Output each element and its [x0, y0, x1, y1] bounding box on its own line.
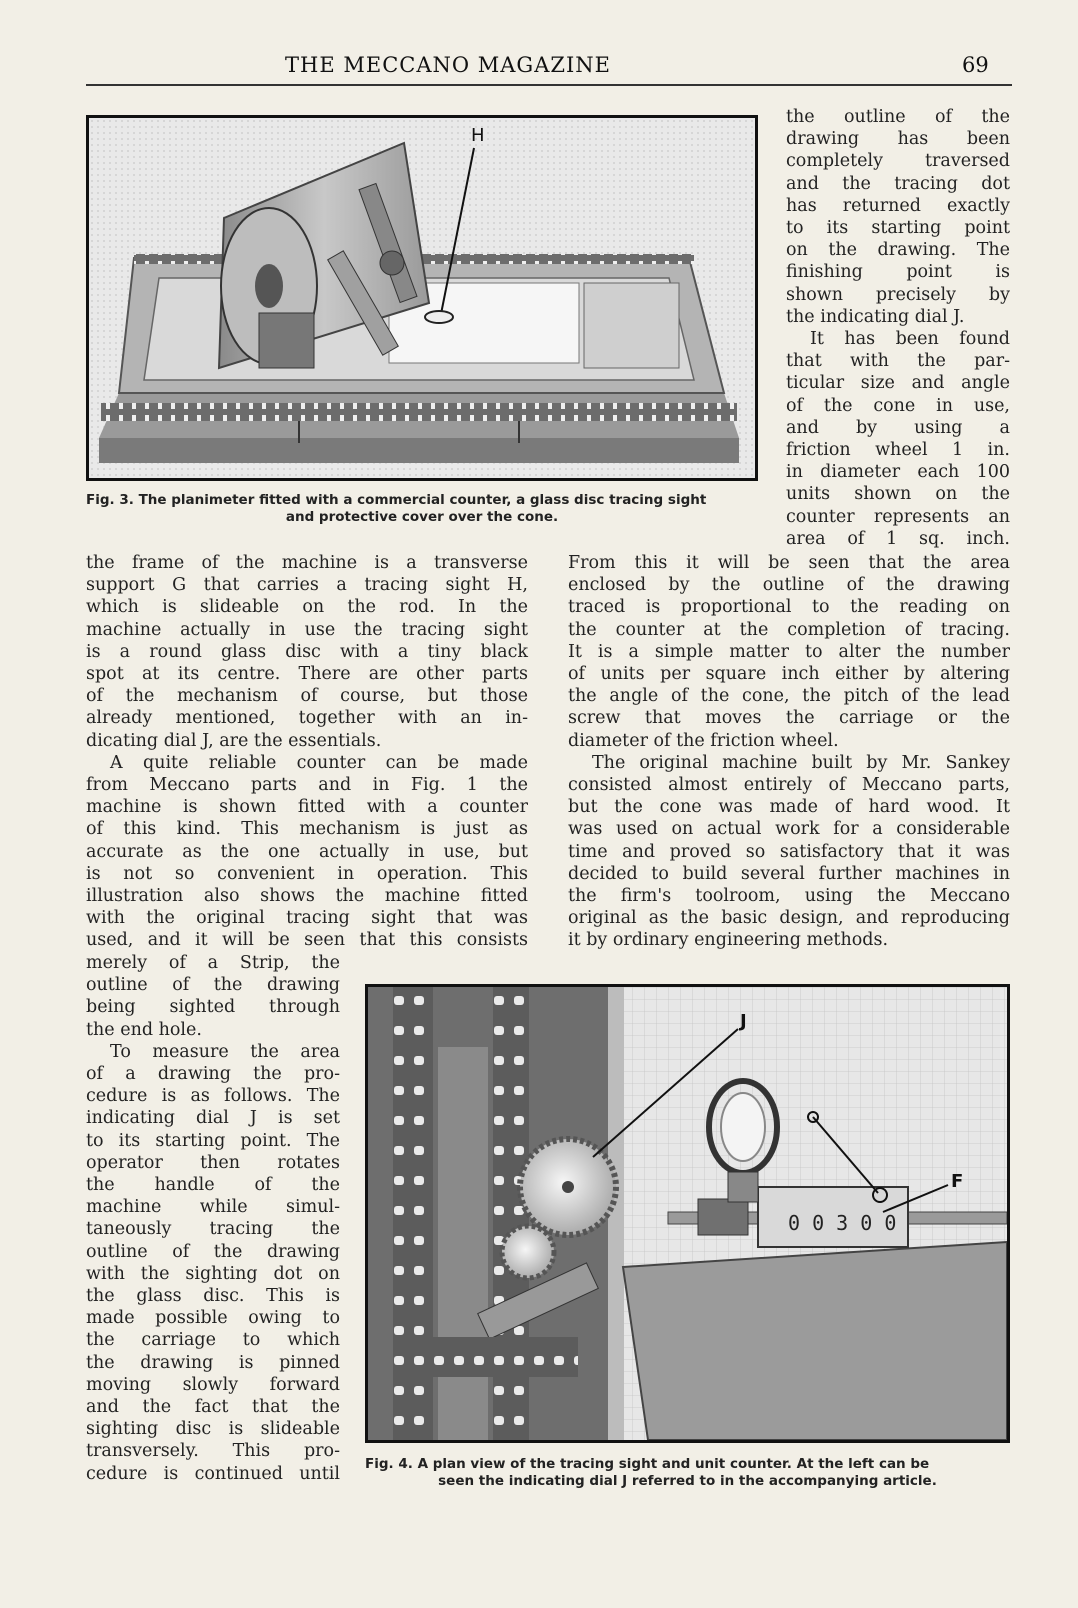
text-line: which is slideable on the rod. In the [86, 597, 528, 618]
figure-3-label-h: H [471, 125, 485, 146]
text-line: merely of a Strip, the [86, 953, 340, 973]
text-line: that with the par- [786, 351, 1010, 372]
text-line: of this kind. This mechanism is just as [86, 819, 528, 840]
page-number: 69 [962, 53, 989, 77]
text-line: the end hole. [86, 1019, 202, 1040]
text-line: already mentioned, together with an in- [86, 708, 528, 729]
text-line: the frame of the machine is a transverse [86, 553, 528, 573]
text-line: cedure is as follows. The [86, 1086, 340, 1107]
text-line: is not so convenient in operation. This [86, 863, 528, 884]
text-line: moving slowly forward [86, 1374, 340, 1395]
text-line: being sighted through [86, 997, 340, 1018]
text-line: drawing has been [786, 129, 1010, 150]
right-top-column [786, 106, 1010, 550]
counter-digits: 0 0 3 0 0 [788, 1211, 897, 1235]
text-line: transversely. This pro- [86, 1441, 340, 1462]
figure-3-caption-line-2: and protective cover over the cone. [285, 509, 559, 525]
text-line: dicating dial J, are the essentials. [86, 730, 382, 751]
text-line: made possible owing to [86, 1308, 340, 1329]
text-line: was used on actual work for a considerable [568, 819, 1010, 840]
text-line: but the cone was made of hard wood. It [568, 797, 1010, 818]
text-line: diameter of the friction wheel. [568, 730, 839, 751]
text-line: enclosed by the outline of the drawing [568, 575, 1010, 596]
text-line: The original machine built by Mr. Sankey [592, 752, 1010, 773]
text-line: outline of the drawing [86, 975, 340, 996]
text-line: consisted almost entirely of Meccano parts, [568, 775, 1010, 796]
text-line: the carriage to which [86, 1330, 340, 1351]
text-line: machine actually in use the tracing sight [86, 619, 528, 640]
text-line: in diameter each 100 [786, 462, 1010, 483]
text-line: of a drawing the pro- [86, 1064, 340, 1085]
text-line: traced is proportional to the reading on [568, 597, 1010, 618]
text-line: finishing point is [786, 262, 1010, 283]
figure-4-caption-line-1: Fig. 4. A plan view of the tracing sight and unit counter. At the left can be [365, 1456, 930, 1472]
text-line: It has been found [810, 329, 1010, 350]
text-line: outline of the drawing [86, 1241, 340, 1262]
figure-3-photo [86, 115, 758, 481]
text-line: machine while simul- [86, 1197, 340, 1218]
text-line: is a round glass disc with a tiny black [86, 641, 528, 662]
figure-4-caption-line-2: seen the indicating dial J referred to in the accompanying article. [438, 1473, 937, 1489]
text-line: screw that moves the carriage or the [568, 708, 1010, 729]
text-line: to its starting point. The [86, 1130, 340, 1151]
text-line: it by ordinary engineering methods. [568, 930, 889, 951]
text-line: area of 1 sq. inch. [786, 528, 1010, 549]
magazine-title: THE MECCANO MAGAZINE [285, 53, 611, 77]
text-line: To measure the area [110, 1041, 340, 1062]
left-main-column [86, 552, 528, 952]
text-line: ticular size and angle [786, 373, 1010, 394]
text-line: with the sighting dot on [86, 1263, 340, 1284]
text-line: accurate as the one actually in use, but [86, 841, 528, 862]
text-line: operator then rotates [86, 1152, 340, 1173]
figure-3-caption-line-1: Fig. 3. The planimeter fitted with a commercial counter, a glass disc tracing sight [86, 492, 707, 508]
text-line: and the fact that the [86, 1397, 340, 1418]
text-line: the glass disc. This is [86, 1286, 340, 1307]
text-line: counter represents an [786, 506, 1010, 527]
text-line: units shown on the [786, 484, 1010, 505]
text-line: taneously tracing the [86, 1219, 340, 1240]
text-line: illustration also shows the machine fitted [86, 886, 528, 907]
text-line: shown precisely by [786, 284, 1010, 305]
text-line: of the mechanism of course, but those [86, 686, 528, 707]
text-line: of units per square inch either by altering [568, 664, 1010, 685]
text-line: the drawing is pinned [86, 1352, 340, 1373]
text-line: on the drawing. The [786, 240, 1010, 261]
header-rule [86, 84, 1012, 86]
text-line: to its starting point [786, 218, 1010, 239]
text-line: the counter at the completion of tracing. [568, 619, 1010, 640]
figure-4-caption [365, 1456, 1010, 1490]
figure-4-label-j: J [740, 1011, 747, 1032]
text-line: has returned exactly [786, 195, 1010, 216]
tracing-sight-illustration [368, 987, 1007, 1440]
text-line: of the cone in use, [786, 395, 1010, 416]
text-line: From this it will be seen that the area [568, 553, 1010, 573]
text-line: and the tracing dot [786, 173, 1010, 194]
text-line: decided to build several further machines in [568, 863, 1010, 884]
text-line: the handle of the [86, 1175, 340, 1196]
figure-4-label-f: F [951, 1171, 964, 1192]
text-line: the firm's toolroom, using the Meccano [568, 886, 1010, 907]
left-narrow-column [86, 952, 340, 1485]
text-line: time and proved so satisfactory that it was [568, 841, 1010, 862]
text-line: cedure is continued until [86, 1463, 340, 1484]
text-line: friction wheel 1 in. [786, 440, 1010, 461]
text-line: sighting disc is slideable [86, 1419, 340, 1440]
text-line: and by using a [786, 417, 1010, 438]
planimeter-illustration [89, 118, 755, 478]
text-line: the indicating dial J. [786, 306, 965, 327]
text-line: used, and it will be seen that this consists [86, 930, 528, 951]
text-line: completely traversed [786, 151, 1010, 172]
text-line: the angle of the cone, the pitch of the lead [568, 686, 1010, 707]
text-line: A quite reliable counter can be made [110, 752, 528, 773]
text-line: machine is shown fitted with a counter [86, 797, 528, 818]
text-line: spot at its centre. There are other parts [86, 664, 528, 685]
text-line: from Meccano parts and in Fig. 1 the [86, 775, 528, 796]
text-line: It is a simple matter to alter the number [568, 641, 1010, 662]
right-main-column [568, 552, 1010, 952]
text-line: original as the basic design, and reproducing [568, 908, 1010, 929]
text-line: support G that carries a tracing sight H, [86, 575, 528, 596]
figure-3-caption [86, 492, 758, 526]
text-line: indicating dial J is set [86, 1108, 340, 1129]
text-line: with the original tracing sight that was [86, 908, 528, 929]
text-line: the outline of the [786, 107, 1010, 127]
figure-4-photo [365, 984, 1010, 1443]
